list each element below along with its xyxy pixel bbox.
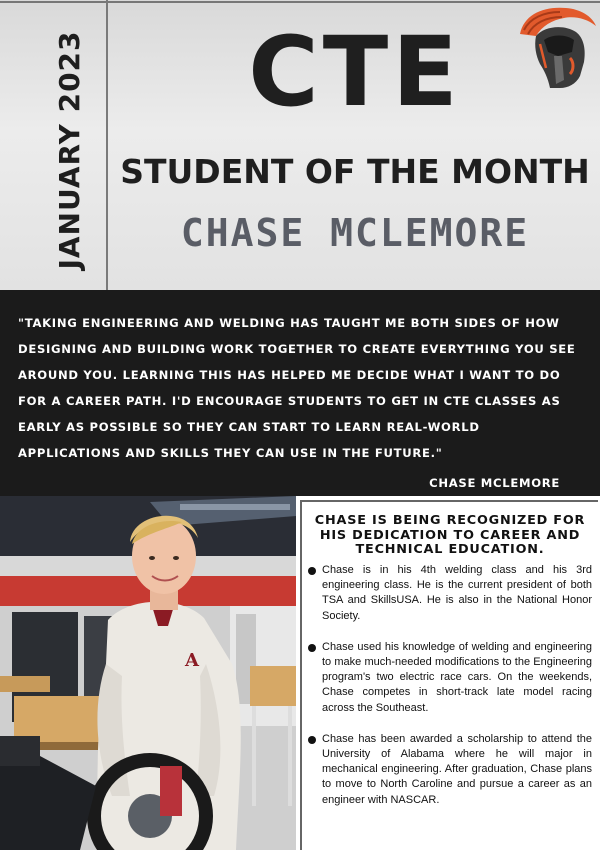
spartan-helmet-icon: [514, 4, 598, 90]
header-top-line: [0, 1, 600, 3]
recognition-bullet: Chase is in his 4th welding class and his 3rd engineering class. He is the current president of both TSA and SkillsUSA. He is also in the National Honor Society.: [308, 563, 592, 624]
recognition-bullet: Chase has been awarded a scholarship to attend the University of Alabama where he will major in mechanical engineering. After graduation, Chase plans to move to North Caroline and pursue a career as an engineer with NASCAR.: [308, 732, 592, 808]
student-photo: [0, 496, 296, 850]
quote-author: CHASE MCLEMORE: [429, 476, 560, 490]
photo-illustration: [0, 496, 296, 850]
recognition-title: CHASE IS BEING RECOGNIZED FOR HIS DEDICATION TO CAREER AND TECHNICAL EDUCATION.: [314, 513, 586, 557]
recognition-list: [308, 563, 592, 808]
program-title: CTE: [248, 16, 462, 128]
student-quote: "TAKING ENGINEERING AND WELDING HAS TAUGHT ME BOTH SIDES OF HOW DESIGNING AND BUILDING WORK TOGETHER TO CREATE EVERYTHING YOU SEE AROUND YOU. LEARNING THIS HAS HELPED ME DECIDE WHAT I WANT TO DO FOR A CAREER PATH. I'D ENCOURAGE STUDENTS TO GET IN CTE CLASSES AS EARLY AS POSSIBLE SO THEY CAN START TO LEARN REAL-WORLD APPLICATIONS AND SKILLS THEY CAN USE IN THE FUTURE.": [18, 316, 576, 460]
student-name: CHASE MCLEMORE: [180, 211, 530, 255]
header-panel: [0, 0, 600, 290]
shirt-logo: A: [185, 650, 199, 671]
month-label: JANUARY 2023: [53, 30, 86, 270]
quote-panel: [0, 290, 600, 496]
award-title: STUDENT OF THE MONTH: [120, 152, 590, 191]
recognition-panel: [300, 500, 600, 850]
recognition-bullet: Chase used his knowledge of welding and engineering to make much-needed modifications to the Engineering program's two electric race cars. On the weekends, Chase competes in short-track late model racing across the Southeast.: [308, 640, 592, 716]
header-divider: [106, 0, 108, 290]
